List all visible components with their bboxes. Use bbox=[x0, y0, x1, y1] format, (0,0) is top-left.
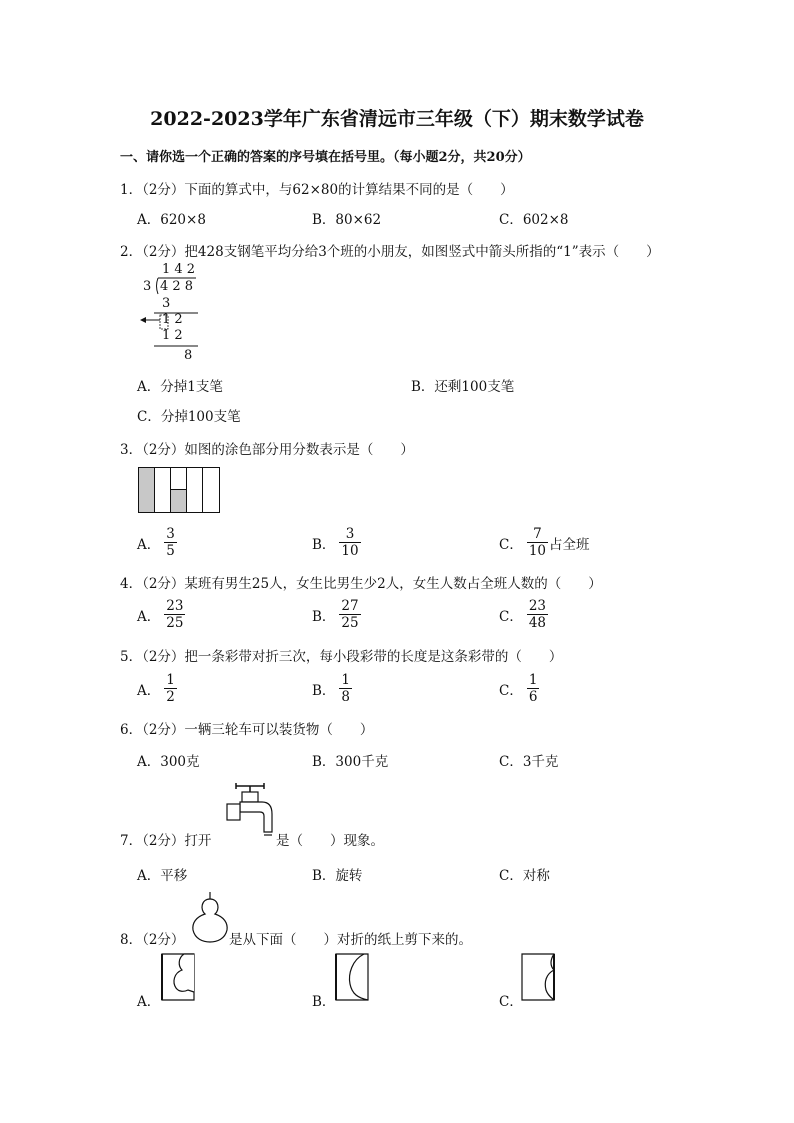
question-4-option-c[interactable] bbox=[499, 598, 548, 631]
fraction-numerator: 23 bbox=[528, 598, 547, 614]
question-1-text: 1．（2分）下面的算式中，与62×80的计算结果不同的是（ ） bbox=[120, 182, 514, 198]
question-6-option-b[interactable]: B．300千克 bbox=[312, 754, 389, 770]
fraction-numerator: 27 bbox=[341, 598, 359, 614]
fraction-numerator: 7 bbox=[527, 526, 548, 543]
fraction-denominator: 10 bbox=[528, 543, 547, 559]
shaded-rectangle-figure bbox=[138, 467, 222, 515]
question-1-option-b[interactable]: B．80×62 bbox=[312, 212, 382, 228]
fraction bbox=[339, 598, 360, 631]
fraction-numerator: 1 bbox=[341, 672, 351, 688]
question-2-option-b[interactable]: B．还剩100支笔 bbox=[411, 379, 515, 395]
question-2-option-a[interactable]: A．分掉1支笔 bbox=[137, 379, 223, 395]
question-4-option-b[interactable] bbox=[312, 598, 361, 631]
option-letter: B． bbox=[312, 682, 336, 699]
question-5-option-b[interactable] bbox=[312, 672, 352, 705]
question-5-option-a[interactable] bbox=[137, 672, 177, 705]
fraction bbox=[164, 526, 177, 559]
fraction-numerator: 23 bbox=[166, 598, 184, 614]
question-7-option-c[interactable]: C．对称 bbox=[499, 868, 550, 884]
fraction-numerator: 1 bbox=[166, 672, 175, 688]
question-3-option-c[interactable] bbox=[499, 526, 590, 559]
fraction-denominator: 25 bbox=[166, 615, 184, 631]
option-letter: A． bbox=[137, 608, 161, 625]
folded-paper-cut-a-icon bbox=[160, 952, 196, 1002]
fraction bbox=[339, 672, 352, 705]
section-heading: 一、请你选一个正确的答案的序号填在括号里。（每小题2分，共20分） bbox=[120, 150, 531, 165]
question-8-option-a[interactable]: A． bbox=[137, 994, 161, 1010]
question-1-option-a[interactable]: A．620×8 bbox=[137, 212, 206, 228]
question-6-option-a[interactable]: A．300克 bbox=[137, 754, 200, 770]
question-7-option-a[interactable]: A．平移 bbox=[137, 868, 188, 884]
division-step-1: 3 bbox=[162, 296, 171, 311]
fraction-numerator: 3 bbox=[339, 526, 360, 543]
fraction-denominator: 10 bbox=[341, 543, 359, 559]
faucet-icon bbox=[222, 780, 278, 844]
division-step-2: 1 2 bbox=[162, 312, 183, 327]
question-4-option-a[interactable] bbox=[137, 598, 185, 631]
question-5-text: 5．（2分）把一条彩带对折三次，每小段彩带的长度是这条彩带的（ ） bbox=[120, 649, 563, 665]
question-5-option-c[interactable] bbox=[499, 672, 539, 705]
option-letter: C． bbox=[499, 682, 523, 699]
fraction bbox=[527, 598, 548, 631]
fraction-denominator: 48 bbox=[528, 615, 547, 631]
question-8-text-after: 是从下面（ ）对折的纸上剪下来的。 bbox=[229, 932, 472, 948]
fraction-denominator: 2 bbox=[166, 689, 175, 705]
question-3-text: 3．（2分）如图的涂色部分用分数表示是（ ） bbox=[120, 442, 414, 458]
fraction-denominator: 5 bbox=[166, 543, 175, 559]
page-title: 2022-2023学年广东省清远市三年级（下）期末数学试卷 bbox=[150, 108, 644, 130]
long-division-figure bbox=[138, 262, 208, 368]
question-1-option-c[interactable]: C．602×8 bbox=[499, 212, 569, 228]
question-2-option-c[interactable]: C．分掉100支笔 bbox=[137, 409, 241, 425]
question-8-option-c[interactable]: C． bbox=[499, 994, 523, 1010]
folded-paper-cut-c-icon bbox=[520, 952, 558, 1002]
fraction-numerator: 3 bbox=[166, 526, 175, 542]
question-8-option-b[interactable]: B． bbox=[312, 994, 336, 1010]
option-letter: C． bbox=[499, 536, 523, 553]
fraction bbox=[339, 526, 360, 559]
fraction-numerator: 1 bbox=[528, 672, 538, 688]
fraction-denominator: 8 bbox=[341, 689, 351, 705]
option-letter: A． bbox=[137, 682, 161, 699]
option-letter: A． bbox=[137, 536, 161, 553]
option-letter: B． bbox=[312, 608, 336, 625]
question-7-text-before: 7．（2分）打开 bbox=[120, 833, 212, 849]
option-suffix: 占全班 bbox=[549, 536, 590, 553]
division-remainder: 8 bbox=[184, 348, 193, 363]
question-6-text: 6．（2分）一辆三轮车可以装货物（ ） bbox=[120, 722, 374, 738]
folded-paper-cut-b-icon bbox=[334, 952, 370, 1002]
option-letter: B． bbox=[312, 536, 336, 553]
division-divisor: 3 bbox=[143, 279, 152, 294]
option-letter: C． bbox=[499, 608, 523, 625]
question-6-option-c[interactable]: C．3千克 bbox=[499, 754, 559, 770]
fraction bbox=[164, 672, 177, 705]
arrow-left-icon bbox=[138, 314, 162, 326]
question-7-text-after: 是（ ）现象。 bbox=[276, 833, 384, 849]
question-7-option-b[interactable]: B．旋转 bbox=[312, 868, 363, 884]
question-2-text: 2．（2分）把428支钢笔平均分给3个班的小朋友，如图竖式中箭头所指的“1”表示（ ） bbox=[120, 244, 660, 260]
question-3-option-a[interactable] bbox=[137, 526, 177, 559]
fraction-denominator: 25 bbox=[341, 615, 359, 631]
question-8-text-before: 8．（2分） bbox=[120, 932, 185, 948]
fraction-denominator: 6 bbox=[528, 689, 538, 705]
fraction bbox=[527, 672, 540, 705]
fraction bbox=[164, 598, 185, 631]
question-3-option-b[interactable] bbox=[312, 526, 361, 559]
gourd-shape-icon bbox=[188, 890, 232, 944]
division-step-3: 1 2 bbox=[162, 328, 183, 343]
question-4-text: 4．（2分）某班有男生25人，女生比男生少2人，女生人数占全班人数的（ ） bbox=[120, 576, 602, 592]
fraction bbox=[527, 526, 548, 559]
division-quotient: 1 4 2 bbox=[162, 262, 196, 277]
division-dividend: 4 2 8 bbox=[160, 279, 194, 294]
